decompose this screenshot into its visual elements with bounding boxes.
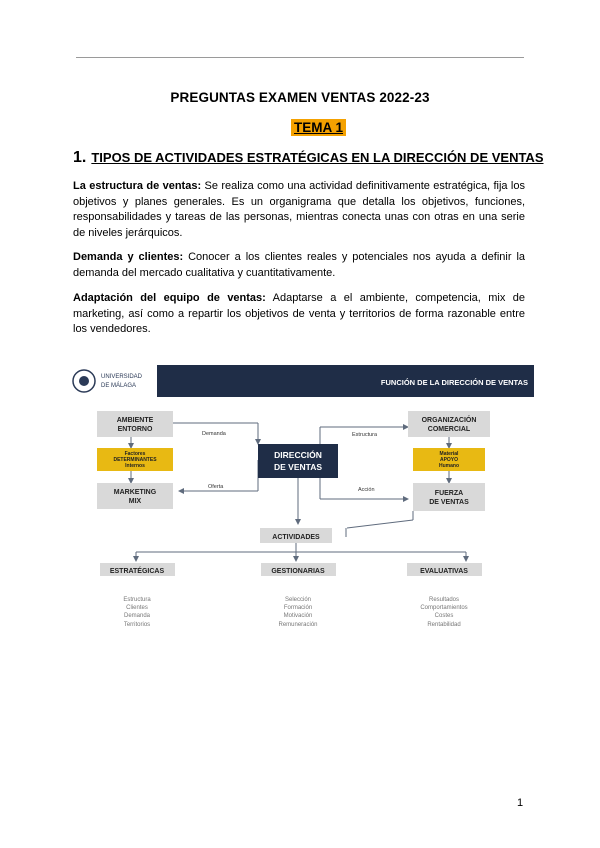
sales-direction-diagram [68, 360, 534, 635]
box-ambiente-line2: ENTORNO [117, 426, 153, 433]
box-organizacion-line1: ORGANIZACIÓN [421, 417, 477, 424]
box-factores-line2: DETERMINANTES [113, 457, 157, 463]
box-factores-line3: Internos [125, 463, 145, 469]
col-gestionarias-item: Selección [284, 597, 312, 603]
paragraph-sep: : [179, 251, 184, 263]
col-estrategicas-item: Territorios [123, 622, 151, 628]
col-estrategicas-item: Clientes [126, 605, 148, 611]
label-demanda: Demanda [202, 431, 226, 437]
paragraph-term: Adaptación del equipo de ventas: [73, 292, 266, 304]
paragraph-body: Adaptarse a el ambiente, competencia, mix de marketing, así como a repartir los objetivos de venta y territorios de forma razonable entre los vendedores. [73, 292, 526, 335]
logo-line-2: DE MÁLAGA [101, 383, 137, 389]
box-ambiente [97, 411, 173, 437]
box-material-line3: Humano [439, 463, 459, 469]
section-heading [73, 149, 544, 167]
col-gestionarias-title: GESTIONARIAS [271, 568, 325, 575]
box-actividades-label: ACTIVIDADES [272, 534, 320, 541]
col-estrategicas-item: Estructura [123, 597, 151, 603]
col-estrategicas-item: Demanda [123, 613, 151, 619]
box-material-line2: APOYO [439, 457, 459, 463]
box-organizacion [408, 411, 490, 437]
page-title: PREGUNTAS EXAMEN VENTAS 2022-23 [170, 90, 430, 105]
label-oferta: Oferta [208, 484, 224, 490]
paragraph-demanda [73, 250, 525, 281]
header-rule [76, 57, 524, 58]
line-fuerza-actividades [347, 520, 413, 528]
box-fuerza-line1: FUERZA [434, 490, 464, 497]
label-estructura: Estructura [352, 432, 378, 438]
col-evaluativas-title: EVALUATIVAS [420, 568, 468, 575]
box-material-line1: Material [439, 451, 459, 457]
banner-title: FUNCIÓN DE LA DIRECCIÓN DE VENTAS [380, 378, 528, 387]
paragraph-term: Demanda y clientes [73, 251, 180, 263]
col-estrategicas-title: ESTRATÉGICAS [109, 568, 165, 575]
page-number: 1 [517, 797, 524, 809]
box-fuerza [413, 483, 485, 511]
paragraph-estructura [73, 179, 525, 241]
box-direccion-line2: DE VENTAS [273, 462, 323, 472]
col-evaluativas-item: Rentabilidad [427, 622, 461, 628]
paragraph-sep: : [197, 180, 202, 192]
box-factores-line1: Factores [124, 451, 146, 457]
col-gestionarias-item: Remuneración [278, 622, 318, 628]
label-accion: Acción [358, 487, 375, 493]
section-number: 1. [73, 149, 87, 166]
box-fuerza-line2: DE VENTAS [429, 499, 469, 506]
paragraph-term: La estructura de ventas [73, 180, 198, 192]
box-ambiente-line1: AMBIENTE [116, 417, 154, 424]
col-evaluativas-item: Costes [434, 613, 454, 619]
box-direccion-line1: DIRECCIÓN [274, 450, 322, 460]
university-seal-core [79, 376, 89, 386]
col-evaluativas-item: Resultados [428, 597, 460, 603]
box-marketing [97, 483, 173, 509]
box-organizacion-line2: COMERCIAL [427, 426, 471, 433]
logo-line-1: UNIVERSIDAD [101, 374, 143, 380]
paragraph-body: Conocer a los clientes reales y potenciales nos ayuda a definir la demanda del mercado cualitativa y cuantitativamente. [73, 251, 526, 279]
paragraph-body: Se realiza como una actividad definitivamente estratégica, fija los objetivos y planes generales. Es un organigrama que detalla los objetivos, funciones, responsabilidades y tareas de las personas, mientras conecta unas con otras en una serie de niveles jerárquicos. [73, 180, 525, 239]
box-marketing-line2: MIX [128, 498, 142, 505]
box-marketing-line1: MARKETING [113, 489, 157, 496]
tema-label: TEMA 1 [291, 119, 346, 136]
col-gestionarias-item: Formación [283, 605, 313, 611]
col-gestionarias-item: Motivación [283, 613, 313, 619]
university-logo [73, 370, 143, 392]
paragraph-adaptacion [73, 291, 525, 338]
col-evaluativas-item: Comportamientos [420, 605, 468, 611]
section-heading-text: TIPOS DE ACTIVIDADES ESTRATÉGICAS EN LA DIRECCIÓN DE VENTAS [91, 150, 544, 165]
